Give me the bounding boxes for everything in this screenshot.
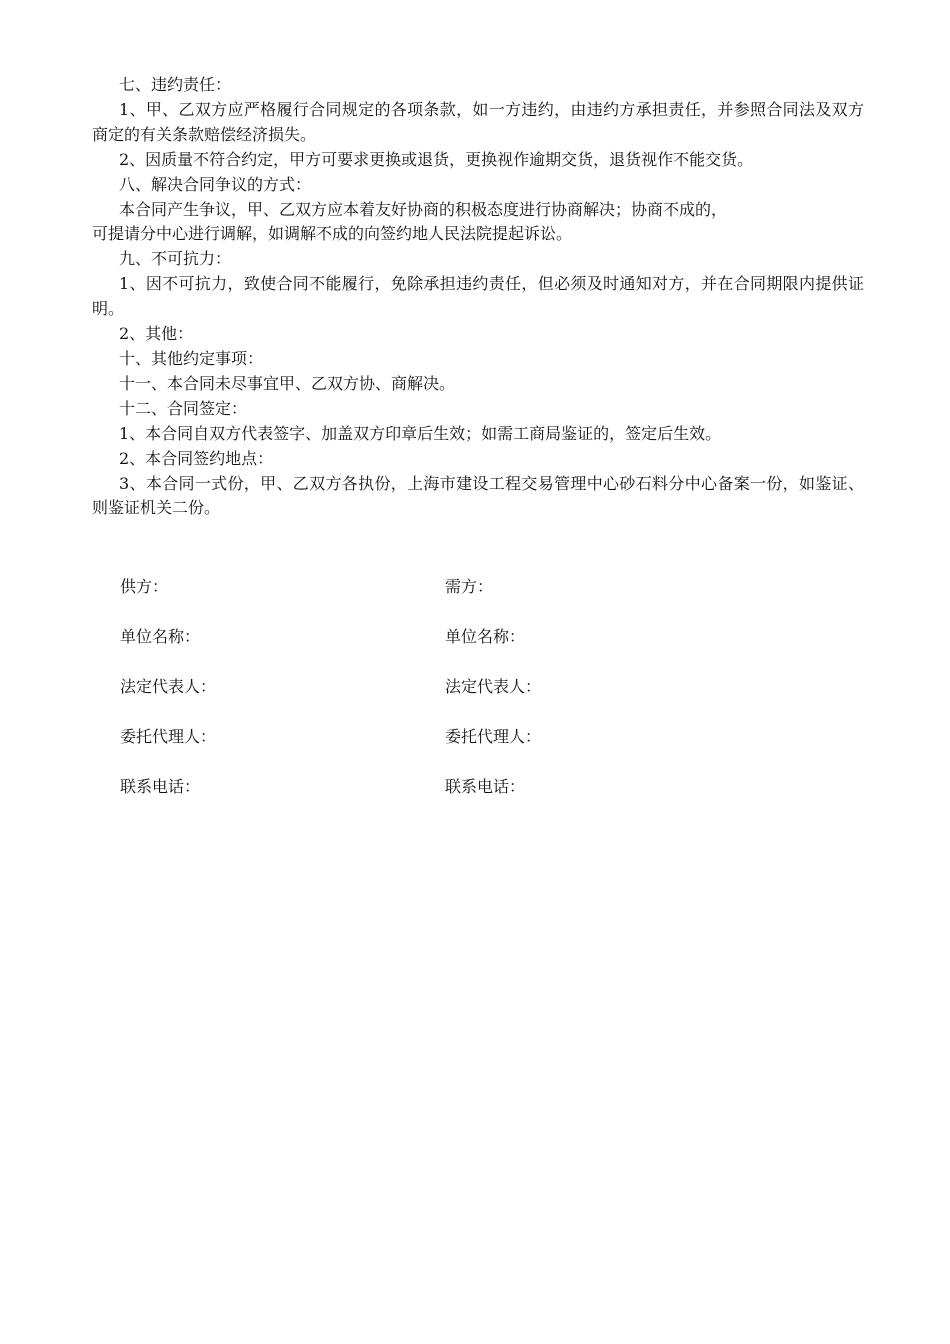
section-9-clause-2: 2、其他：: [119, 324, 194, 344]
supplier-legal-rep-label: 法定代表人：: [120, 677, 217, 696]
section-9-title: 九、不可抗力：: [119, 249, 232, 269]
section-10-title: 十、其他约定事项：: [119, 348, 264, 368]
supplier-party-label: 供方：: [120, 577, 169, 596]
buyer-legal-rep-label: 法定代表人：: [445, 677, 542, 696]
section-9-clause-1: 1、因不可抗力，致使合同不能履行，免除承担违约责任，但必须及时通知对方，并在合同期限内提供证明。: [92, 274, 864, 319]
section-7-clause-2: 2、因质量不符合约定，甲方可要求更换或退货，更换视作逾期交货，退货视作不能交货。: [119, 149, 754, 169]
section-12-clause-1: 1、本合同自双方代表签字、加盖双方印章后生效；如需工商局鉴证的，签定后生效。: [119, 423, 722, 443]
section-7-clause-1: 1、甲、乙双方应严格履行合同规定的各项条款，如一方违约，由违约方承担责任，并参照合同法及双方商定的有关条款赔偿经济损失。: [92, 99, 864, 144]
signature-row-unit-name: [0, 625, 950, 675]
signature-row-legal-rep: [0, 675, 950, 725]
section-7-title: 七、违约责任：: [119, 75, 232, 94]
signature-row-agent: [0, 725, 950, 775]
buyer-party-label: 需方：: [445, 577, 494, 596]
buyer-agent-label: 委托代理人：: [445, 727, 542, 746]
supplier-agent-label: 委托代理人：: [120, 727, 217, 746]
supplier-unit-name-label: 单位名称：: [120, 627, 201, 646]
supplier-phone-label: 联系电话：: [120, 777, 201, 796]
section-8-text-line-1: 本合同产生争议，甲、乙双方应本着友好协商的积极态度进行协商解决；协商不成的，: [119, 199, 728, 219]
section-8-title: 八、解决合同争议的方式：: [119, 174, 312, 194]
signature-block: [0, 575, 950, 825]
section-12-clause-3: 3、本合同一式份，甲、乙双方各执份，上海市建设工程交易管理中心砂石料分中心备案一份，如鉴证、则鉴证机关二份。: [92, 473, 864, 518]
signature-row-phone: [0, 775, 950, 825]
buyer-phone-label: 联系电话：: [445, 777, 526, 796]
contract-body: [92, 73, 864, 521]
section-11-title: 十一、本合同未尽事宜甲、乙双方协、商解决。: [119, 373, 456, 393]
buyer-unit-name-label: 单位名称：: [445, 627, 526, 646]
section-8-text-line-2: 可提请分中心进行调解，如调解不成的向签约地人民法院提起诉讼。: [92, 224, 573, 244]
section-12-title: 十二、合同签定：: [119, 398, 248, 418]
signature-row-party: [0, 575, 950, 625]
section-12-clause-2: 2、本合同签约地点：: [119, 448, 274, 468]
